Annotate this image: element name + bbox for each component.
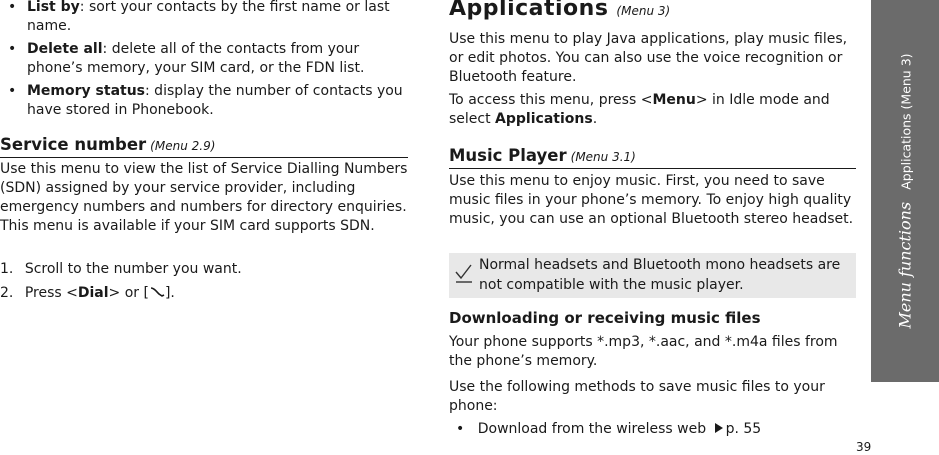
step-2-mid: > or [ <box>108 285 149 301</box>
music-player-heading <box>449 146 856 165</box>
page-number: 39 <box>856 440 872 454</box>
music-player-menu: (Menu 3.1) <box>570 150 636 164</box>
save-methods-text: Use the following methods to save music files to your phone: <box>449 379 825 414</box>
access-key-menu: Menu <box>652 92 696 108</box>
method-wireless-web-text: Download from the wireless web <box>477 421 707 437</box>
step-1-number: 1. <box>0 261 14 277</box>
term-list-by: List by <box>27 0 80 15</box>
step-2-post: ]. <box>164 285 175 301</box>
section-divider <box>449 168 856 169</box>
step-1-text: Scroll to the number you want. <box>24 261 242 277</box>
step-1 <box>0 260 408 279</box>
side-tab-section-label: Applications (Menu 3) <box>898 53 914 190</box>
access-mid: > in Idle mode and select <box>449 92 830 127</box>
term-delete-all: Delete all <box>27 41 103 57</box>
end-call-key-icon <box>149 286 165 298</box>
applications-title: Applications <box>449 0 609 21</box>
page-reference-arrow-icon <box>715 423 723 433</box>
bullet-dot: • <box>8 83 17 99</box>
supported-formats-text: Your phone supports *.mp3, *.aac, and *.m4a files from the phone’s memory. <box>449 334 838 369</box>
desc-memory-status: : display the number of contacts you have stored in Phonebook. <box>27 83 403 118</box>
step-2-number: 2. <box>0 285 14 301</box>
desc-delete-all: : delete all of the contacts from your phone’s memory, your SIM card, or the FDN list. <box>27 41 365 76</box>
section-divider <box>0 157 408 158</box>
bullet-list-by <box>8 0 408 36</box>
bullet-delete-all <box>8 40 408 78</box>
downloading-heading: Downloading or receiving music files <box>449 309 761 327</box>
side-tab-label <box>896 53 915 328</box>
method-bullet-wireless-web <box>456 420 856 439</box>
access-pre: To access this menu, press < <box>449 92 653 108</box>
service-number-body: Use this menu to view the list of Service Dialling Numbers (SDN) assigned by your service provider, including emergency numbers and numbers for directory enquiries. This menu is available if your SIM card supports SDN. <box>0 161 408 234</box>
service-number-title: Service number <box>0 135 147 154</box>
note-text: Normal headsets and Bluetooth mono headsets are not compatible with the music player. <box>479 257 841 293</box>
term-memory-status: Memory status <box>27 83 146 99</box>
note-check-icon <box>455 262 473 284</box>
applications-heading <box>449 0 670 21</box>
step-2 <box>0 284 408 303</box>
access-end: . <box>592 111 598 127</box>
access-target: Applications <box>495 111 593 127</box>
note-box <box>449 253 856 298</box>
bullet-dot: • <box>456 421 465 437</box>
bullet-dot: • <box>8 41 17 57</box>
step-2-key: Dial <box>77 285 109 301</box>
step-2-pre: Press < <box>24 285 78 301</box>
applications-menu: (Menu 3) <box>616 4 671 18</box>
applications-access-instructions <box>449 91 859 129</box>
bullet-memory-status <box>8 82 408 120</box>
bullet-dot: • <box>8 0 17 15</box>
music-player-body: Use this menu to enjoy music. First, you need to save music files in your phone’s memory. To enjoy high quality music, you can use an optional Bluetooth stereo headset. <box>449 173 854 227</box>
applications-intro: Use this menu to play Java applications, play music files, or edit photos. You can also use the voice recognition or Bluetooth feature. <box>449 31 848 85</box>
side-tab-main-label: Menu functions <box>895 201 915 329</box>
desc-list-by: : sort your contacts by the first name or last name. <box>27 0 390 34</box>
service-number-heading <box>0 135 408 154</box>
page-reference: p. 55 <box>725 421 762 437</box>
service-number-menu: (Menu 2.9) <box>150 139 216 153</box>
music-player-title: Music Player <box>449 146 567 165</box>
